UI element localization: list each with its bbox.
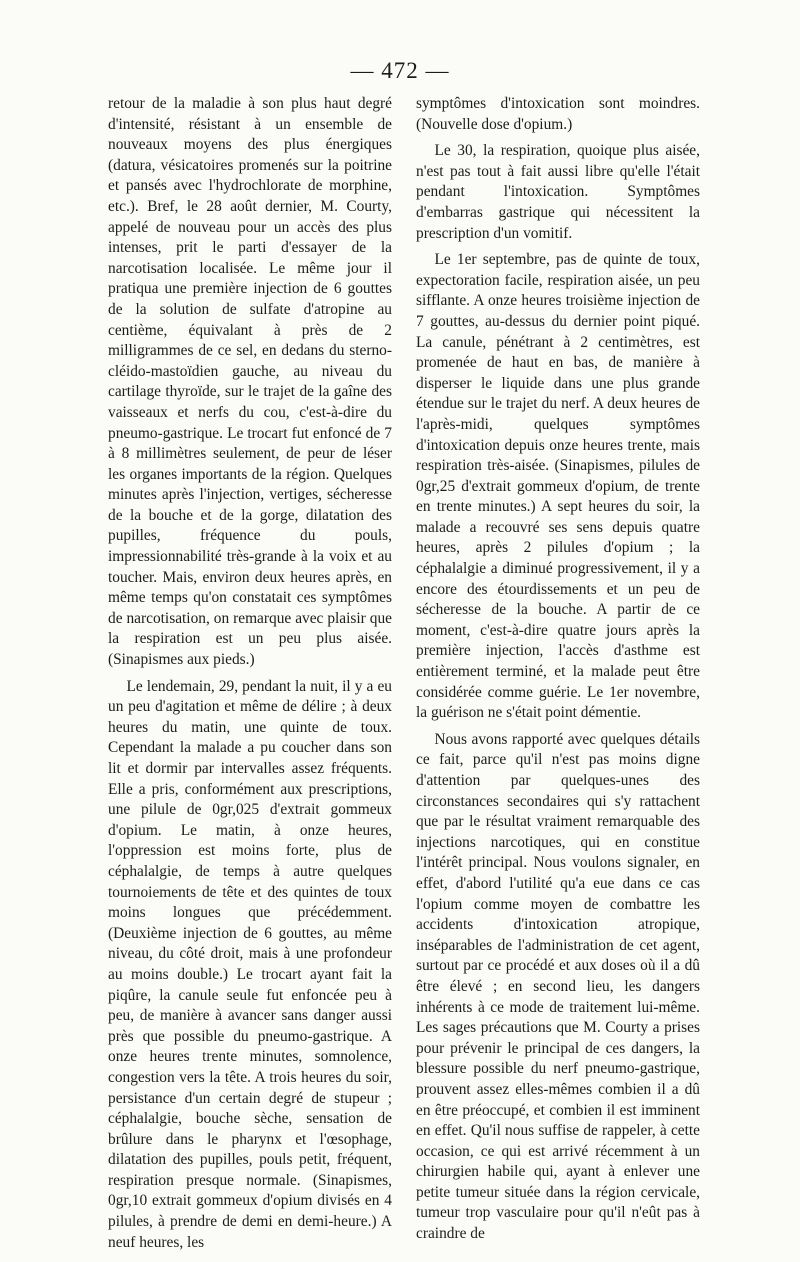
page-number: — 472 —: [350, 58, 450, 83]
left-column: [108, 94, 392, 1253]
paragraph: Le 1er septembre, pas de quinte de toux, expectoration facile, respiration aisée, un peu sifflante. A onze heures troisième injection de 7 gouttes, au-dessus du dernier point piqué. La canule, pénétrant à 2 centimètres, est promenée de haut en bas, de manière à disperser le liquide dans une plus grande étendue sur le trajet du nerf. A deux heures de l'après-midi, quelques symptômes d'intoxication depuis onze heures trente, mais respiration très-aisée. (Sinapismes, pilules de 0gr,25 d'extrait gommeux d'opium, de trente en trente minutes.) A sept heures du soir, la malade a recouvré ses sens depuis quatre heures, après 2 pilules d'opium ; la céphalalgie a diminué progressivement, il y a encore des étourdissements et un peu de sécheresse de la bouche. A partir de ce moment, c'est-à-dire quatre jours après la première injection, l'accès d'asthme est entièrement terminé, et la malade peut être considérée comme guérie. Le 1er novembre, la guérison ne s'était point démentie.: [416, 251, 700, 722]
paragraph: Nous avons rapporté avec quelques détails ce fait, parce qu'il n'est pas moins digne d'attention par quelques-unes des circonstances secondaires qui s'y rattachent que par le résultat vraiment remarquable des injections narcotiques, qui en constitue l'intérêt principal. Nous voulons signaler, en effet, d'abord l'utilité qu'a eue dans ce cas l'opium comme moyen de combattre les accidents d'intoxication atropique, inséparables de l'administration de cet agent, surtout par ce procédé et aux doses où il a dû être élevé ; en second lieu, les dangers inhérents à ce mode de traitement lui-même. Les sages précautions que M. Courty a prises pour prévenir le principal de ces dangers, la blessure possible du nerf pneumo-gastrique, prouvent assez elles-mêmes combien il a dû en être préoccupé, et combien il est imminent en effet. Qu'il nous suffise de rappeler, à cette occasion, ce qui est arrivé récemment à un chirurgien habile qui, ayant à enlever une petite tumeur située dans la région cervicale, tumeur trop vasculaire pour qu'il n'eût pas à craindre de: [416, 730, 700, 1243]
paragraph: retour de la maladie à son plus haut degré d'intensité, résistant à un ensemble de nouveaux moyens des plus énergiques (datura, vésicatoires promenés sur la poitrine et pansés avec l'hydrochlorate de morphine, etc.). Bref, le 28 août dernier, M. Courty, appelé de nouveau pour un accès des plus intenses, prit le parti d'essayer de la narcotisation localisée. Le même jour il pratiqua une première injection de 6 gouttes de la solution de sulfate d'atropine au centième, équivalant à près de 2 milligrammes de ce sel, en dedans du sterno-cléido-mastoïdien gauche, au niveau du cartilage thyroïde, sur le trajet de la gaîne des vaisseaux et nerfs du cou, c'est-à-dire du pneumo-gastrique. Le trocart fut enfoncé de 7 à 8 millimètres seulement, de peur de léser les organes importants de la région. Quelques minutes après l'injection, vertiges, sécheresse de la bouche et de la gorge, dilatation des pupilles, fréquence du pouls, impressionnabilité très-grande à la voix et au toucher. Mais, environ deux heures après, en même temps qu'on constatait ces symptômes de narcotisation, on remarque avec plaisir que la respiration est un peu plus aisée. (Sinapismes aux pieds.): [108, 95, 392, 669]
paragraph: symptômes d'intoxication sont moindres. (Nouvelle dose d'opium.): [416, 95, 700, 133]
paragraph: Le lendemain, 29, pendant la nuit, il y a eu un peu d'agitation et même de délire ; à deux heures du matin, une quinte de toux. Cependant la malade a pu coucher dans son lit et dormir par intervalles assez fréquents. Elle a pris, conformément aux prescriptions, une pilule de 0gr,025 d'extrait gommeux d'opium. Le matin, à onze heures, l'oppression est moins forte, plus de céphalalgie, de temps à autre quelques tournoiements de tête et des quintes de toux moins longues que précédemment. (Deuxième injection de 6 gouttes, au même niveau, du côté droit, mais à une profondeur au moins double.) Le trocart ayant fait la piqûre, la canule seule fut enfoncée peu à peu, de manière à avancer sans danger aussi près que possible du pneumo-gastrique. A onze heures trente minutes, somnolence, congestion vers la tête. A trois heures du soir, persistance d'un certain degré de stupeur ; céphalalgie, bouche sèche, sensation de brûlure dans le pharynx et l'œsophage, dilatation des pupilles, pouls petit, fréquent, respiration presque normale. (Sinapismes, 0gr,10 extrait gommeux d'opium divisés en 4 pilules, à prendre de demi en demi-heure.) A neuf heures, les: [108, 677, 392, 1251]
right-column: [416, 94, 700, 1245]
paragraph: Le 30, la respiration, quoique plus aisée, n'est pas tout à fait aussi libre qu'elle l'était pendant l'intoxication. Symptômes d'embarras gastrique qui nécessitent la prescription d'un vomitif.: [416, 142, 700, 242]
